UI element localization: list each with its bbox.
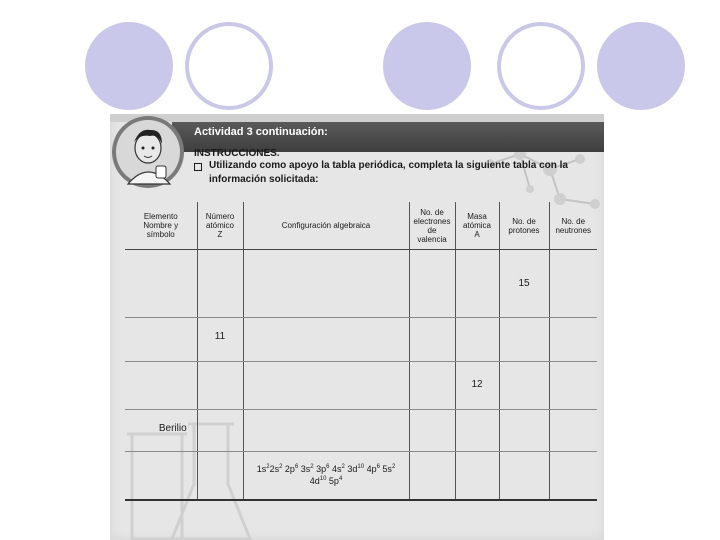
orbital-label: 4d (309, 476, 320, 487)
orbital-electrons: 2 (391, 464, 396, 471)
header-element (125, 202, 197, 250)
decor-circle-3 (383, 22, 471, 110)
cell-valence (409, 452, 455, 500)
table-row (125, 452, 597, 500)
orbital-electrons: 2 (310, 464, 314, 471)
orbital-electrons: 10 (357, 464, 365, 471)
cell-config (243, 452, 409, 500)
orbital-label: 3d (344, 464, 358, 475)
checkbox-bullet-icon (194, 163, 202, 171)
decor-circle-4 (497, 22, 585, 110)
decor-circle-5 (597, 22, 685, 110)
cell-element (125, 250, 197, 318)
cell-valence (409, 362, 455, 410)
cell-neutrons (549, 318, 597, 362)
cell-protons (499, 362, 549, 410)
orbital-electrons: 2 (279, 464, 283, 471)
cell-element (125, 318, 197, 362)
header-neutrons-line: neutrones (555, 225, 592, 235)
cell-valence (409, 410, 455, 452)
cell-z (197, 410, 243, 452)
cell-text: 11 (214, 331, 226, 342)
student-mascot-icon (110, 114, 190, 190)
decor-circle-2 (185, 22, 273, 110)
cell-valence (409, 318, 455, 362)
cell-config (243, 318, 409, 362)
header-valence-line: No. de (420, 207, 444, 217)
config-line-2 (244, 475, 409, 487)
orbital-electrons: 4 (338, 476, 343, 483)
orbital-label: 1s (256, 464, 267, 475)
header-protons-line: protones (508, 225, 540, 235)
header-valence-line: valencia (417, 234, 447, 244)
orbital-electrons: 2 (266, 464, 270, 471)
cell-config (243, 250, 409, 318)
instruction-line-1: Utilizando como apoyo la tabla periódica, completa la siguiente tabla con la (209, 160, 568, 171)
cell-mass (455, 250, 499, 318)
table-row (125, 318, 597, 362)
instructions-title: INSTRUCCIONES. (194, 148, 280, 159)
cell-protons (499, 452, 549, 500)
orbital-label: 2s (269, 464, 280, 475)
instructions-text (209, 159, 589, 187)
cell-config (243, 362, 409, 410)
cell-mass (455, 410, 499, 452)
table-row (125, 362, 597, 410)
header-z-line: Z (217, 230, 223, 239)
cell-protons (499, 410, 549, 452)
orbital-label: 3s (298, 464, 311, 475)
cell-protons (499, 318, 549, 362)
electron-configuration (244, 463, 409, 487)
cell-neutrons (549, 410, 597, 452)
element-data-table (125, 202, 597, 501)
cell-z (197, 318, 243, 362)
header-neutrons-line: No. de (561, 216, 586, 226)
orbital-electrons: 6 (376, 464, 380, 471)
cell-mass (455, 452, 499, 500)
cell-protons (499, 250, 549, 318)
cell-neutrons (549, 452, 597, 500)
header-atomic-number (197, 202, 243, 250)
orbital-electrons: 6 (326, 464, 330, 471)
cell-element (125, 362, 197, 410)
orbital-label: 4p (364, 464, 377, 475)
header-element-line: símbolo (146, 230, 175, 239)
header-mass-line: atómica (462, 221, 491, 230)
orbital-label: 5p (326, 476, 339, 487)
cell-config (243, 410, 409, 452)
header-protons-line: No. de (512, 216, 536, 226)
cell-z (197, 250, 243, 318)
header-config-line: Configuración algebraica (281, 221, 371, 230)
header-valence-line: de (427, 225, 437, 235)
cell-valence (409, 250, 455, 318)
config-line-1 (244, 463, 409, 475)
orbital-label: 3p (313, 464, 327, 475)
header-mass-line: A (474, 230, 480, 239)
cell-mass (455, 318, 499, 362)
header-element-line: Nombre y (143, 221, 179, 230)
orbital-label: 4s (329, 464, 342, 475)
table-header-row (125, 202, 597, 250)
header-mass-line: Masa (467, 212, 487, 221)
orbital-electrons: 6 (294, 464, 299, 471)
activity-title: Actividad 3 continuación: (194, 126, 328, 138)
cell-text: 15 (518, 278, 530, 289)
cell-z (197, 452, 243, 500)
header-valence-line: electrones (413, 216, 451, 226)
header-configuration (243, 202, 409, 250)
header-protons (499, 202, 549, 250)
cell-neutrons (549, 362, 597, 410)
cell-element (125, 452, 197, 500)
orbital-electrons: 10 (319, 476, 327, 483)
orbital-label: 2p (282, 464, 295, 475)
header-valence (409, 202, 455, 250)
cell-text: 12 (471, 379, 483, 390)
orbital-label: 5s (379, 464, 392, 475)
header-z-line: Número (205, 212, 235, 221)
worksheet-image (110, 114, 604, 540)
header-neutrons (549, 202, 597, 250)
cell-neutrons (549, 250, 597, 318)
table-row (125, 410, 597, 452)
header-element-line: Elemento (143, 212, 178, 221)
orbital-electrons: 2 (341, 464, 345, 471)
decor-circle-1 (85, 22, 173, 110)
cell-z (197, 362, 243, 410)
cell-text: Berilio (158, 423, 187, 434)
header-mass (455, 202, 499, 250)
instruction-line-2: información solicitada: (209, 174, 319, 185)
cell-element (125, 410, 197, 452)
header-z-line: atómico (205, 221, 234, 230)
cell-mass (455, 362, 499, 410)
table-row (125, 250, 597, 318)
